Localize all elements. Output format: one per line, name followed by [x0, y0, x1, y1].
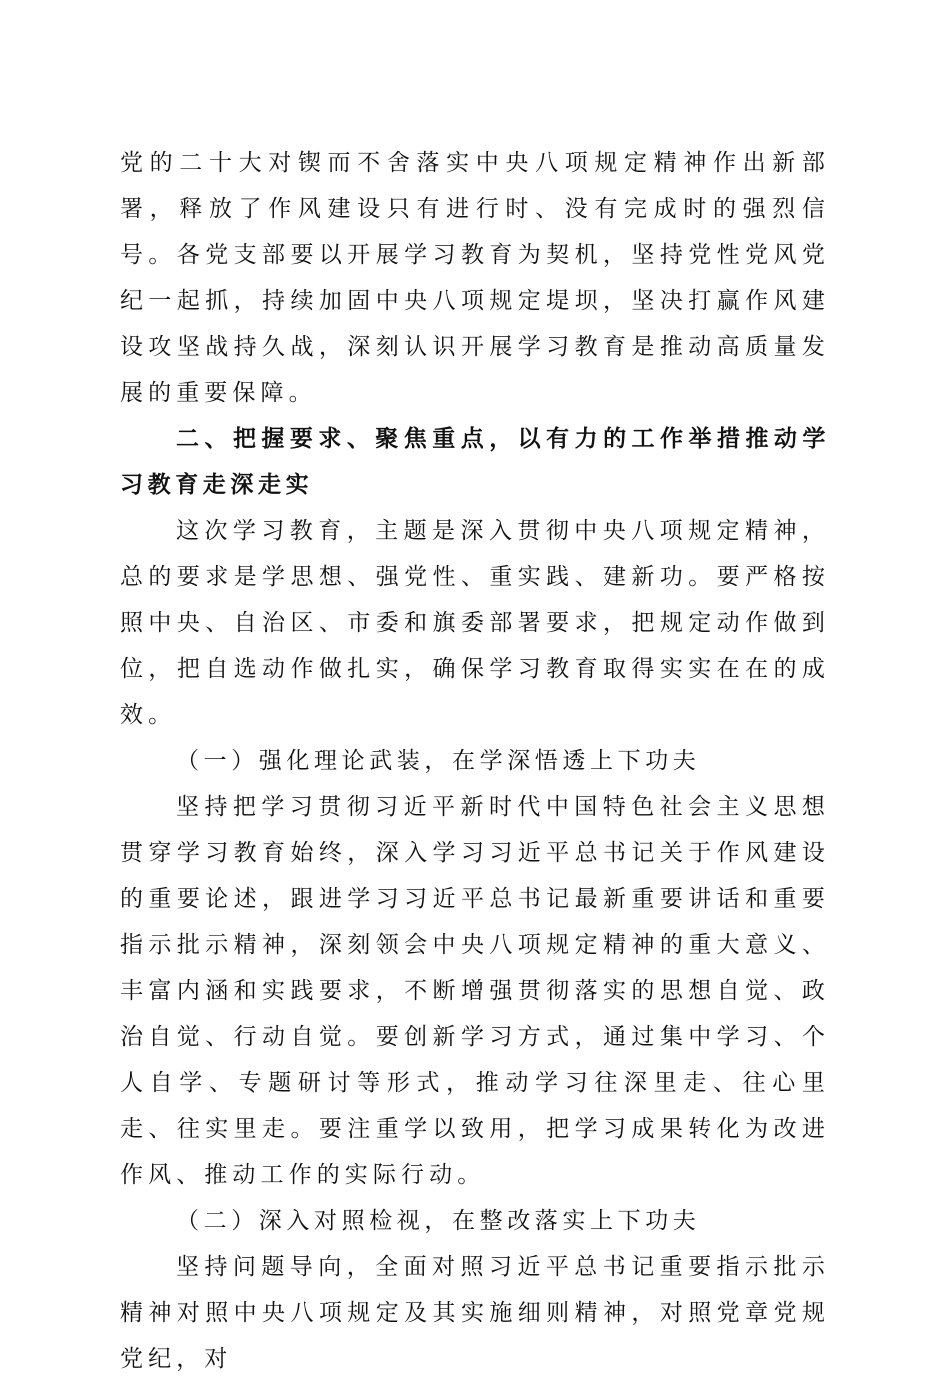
- paragraph-requirements: 这次学习教育，主题是深入贯彻中央八项规定精神，总的要求是学思想、强党性、重实践、建新功。要严格按照中央、自治区、市委和旗委部署要求，把规定动作做到位，把自选动作做扎实，确保学习教育取得实实在在的成效。: [120, 518, 830, 728]
- paragraph-theory-study: 坚持把学习贯彻习近平新时代中国特色社会主义思想贯穿学习教育始终，深入学习习近平总书记关于作风建设的重要论述，跟进学习习近平总书记最新重要讲话和重要指示批示精神，深刻领会中央八项规定精神的重大意义、丰富内涵和实践要求，不断增强贯彻落实的思想自觉、政治自觉、行动自觉。要创新学习方式，通过集中学习、个人自学、专题研讨等形式，推动学习往深里走、往心里走、往实里走。要注重学以致用，把学习成果转化为改进作风、推动工作的实际行动。: [120, 794, 830, 1188]
- sub-heading-1: （一）强化理论武装，在学深悟透上下功夫: [176, 748, 701, 774]
- section-heading-2: 二、把握要求、聚焦重点，以有力的工作举措推动学习教育走深走实: [120, 426, 830, 498]
- document-body: [120, 140, 830, 1382]
- paragraph-continuation: 党的二十大对锲而不舍落实中央八项规定精神作出新部署，释放了作风建设只有进行时、没有完成时的强烈信号。各党支部要以开展学习教育为契机，坚持党性党风党纪一起抓，持续加固中央八项规定堤坝，坚决打赢作风建设攻坚战持久战，深刻认识开展学习教育是推动高质量发展的重要保障。: [120, 150, 830, 406]
- sub-heading-2: （二）深入对照检视，在整改落实上下功夫: [176, 1208, 701, 1234]
- paragraph-self-examination: 坚持问题导向，全面对照习近平总书记重要指示批示精神对照中央八项规定及其实施细则精神，对照党章党规党纪，对: [120, 1254, 830, 1372]
